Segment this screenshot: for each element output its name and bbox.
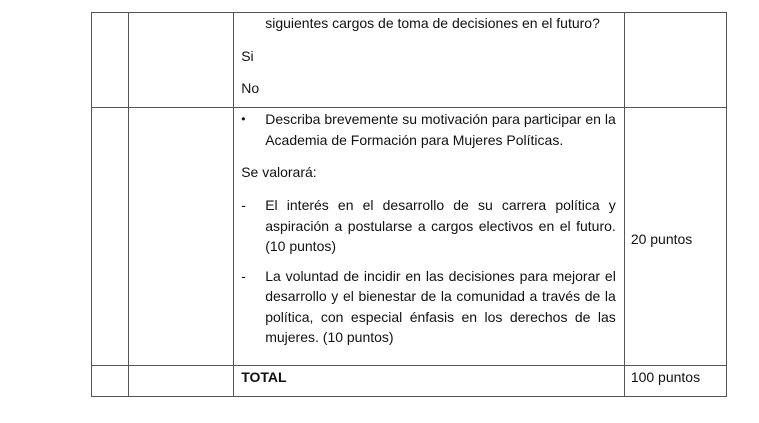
total-points-cell	[624, 366, 726, 397]
motivation-question: Describa brevemente su motivación para participar en la Academia de Formación para Mujeres Políticas.	[265, 111, 616, 148]
evaluation-table	[91, 12, 727, 397]
total-points: 100 puntos	[630, 369, 701, 385]
empty-cell	[129, 108, 234, 366]
option-no: No	[241, 80, 260, 96]
evaluation-heading: Se valorará:	[241, 164, 317, 180]
points-cell	[624, 108, 726, 366]
question-continuation: siguientes cargos de toma de decisiones en el futuro?	[265, 15, 600, 31]
option-yes: Si	[241, 48, 254, 64]
criterion-text: El interés en el desarrollo de su carrera política y aspiración a postularse a cargos electivos en el futuro. (10 puntos)	[265, 197, 616, 254]
motivation-bullet	[241, 109, 616, 151]
table-row	[92, 13, 727, 108]
empty-cell	[92, 366, 129, 397]
empty-cell	[129, 13, 234, 108]
criterion-item	[241, 266, 616, 348]
bullet-icon: •	[241, 112, 246, 126]
criteria-cell	[234, 108, 625, 366]
empty-cell	[129, 366, 234, 397]
criterion-item	[241, 195, 616, 257]
total-label: TOTAL	[241, 369, 287, 385]
empty-cell	[92, 13, 129, 108]
dash-icon: -	[241, 267, 246, 284]
dash-icon: -	[241, 197, 246, 213]
criteria-cell	[234, 13, 625, 108]
total-row	[92, 366, 727, 397]
points-cell-empty	[624, 13, 726, 108]
criterion-text: La voluntad de incidir en las decisiones para mejorar el desarrollo y el bienestar de la comunidad a través de la política, con especial énfasis en los derechos de las mujeres. (10 puntos)	[265, 267, 616, 345]
total-label-cell	[234, 366, 625, 397]
table-row	[92, 108, 727, 366]
empty-cell	[92, 108, 129, 366]
section-points: 20 puntos	[630, 230, 693, 247]
